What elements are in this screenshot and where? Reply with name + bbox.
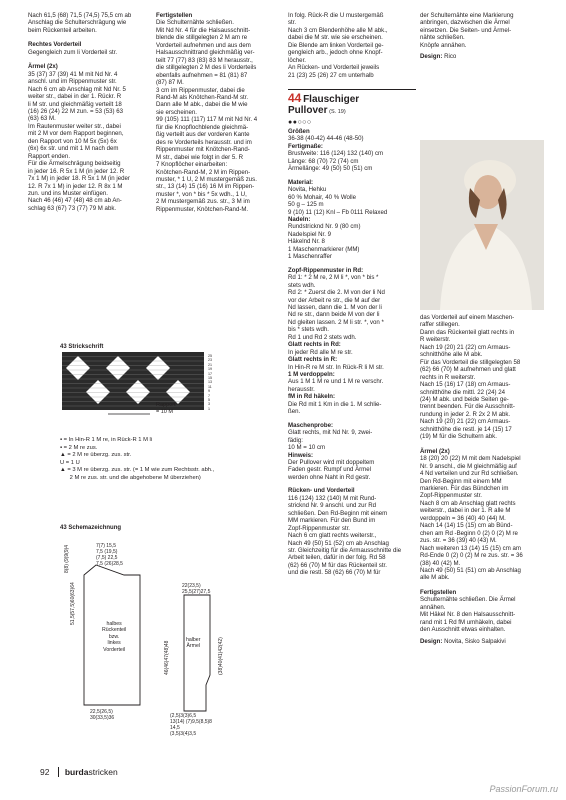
heading-sizes: Größen: [288, 127, 310, 135]
col4-finishing-text: Schulternähte schließen. Die Ärmel annähen. Mit Häkel Nr. 8 den Halsausschnitt- rand mit 1 Rd fM umhäkeln, dabei den Ausschnitt etwas einhalten.: [420, 596, 516, 634]
top-dimensions: 7(7) 15,5 7,5 (19,5) (7,5) 22,5 7,5 (26)28,5: [96, 543, 123, 567]
row-label: 21: [208, 362, 212, 367]
column-2: [156, 12, 284, 213]
needles-text: Rundstricknd Nr. 9 (80 cm) Nadelspiel Nr. 9 Häkelnd Nr. 8 1 Maschenmarkierer (MM) 1 Maschenraffer: [288, 223, 361, 261]
design-name: Rico: [444, 53, 457, 61]
heading-right-front: Rechtes Vorderteil: [28, 41, 82, 49]
col1-front-text: Gegengleich zum li Vorderteil str.: [28, 48, 118, 56]
brand-name-bold: burda: [64, 767, 89, 777]
difficulty-dots: ●●○○○: [288, 118, 312, 126]
sleeve-outline: [184, 595, 210, 711]
heading-dimensions: Fertigmaße:: [288, 142, 323, 150]
col2-finishing-text: Die Schulternähte schließen. Mit Nd Nr. 4 für die Halsausschnitt- blende die stillgelegten 2 M am re Vorderteil aufnehmen und aus dem Halsausschnittrand gleichmäßig ver- teilt 77 (77) 83 (83) 83 M herausstr., die stillgelegten 2 M des li Vorderteils ebenfalls aufnehmen = 81 (81) 87 (87) 87 M. 3 cm im Rippenmuster, dabei die Rand-M als Knötchen-Rand-M str. Dann alle M abk., dabei die M wie sie erscheinen. 99 (105) 111 (117) 117 M mit Nd Nr. 4 für die Knopflochblende gleichmä- ßig verteilt aus der vorderen Kante des re Vorderteils herausstr. und im Rippenmuster mit Knötchen-Rand- M str., dabei wie folgt in der 5. R 7 Knopflöcher einarbeiten: Knötchen-Rand-M, 2 M im Rippen- muster, * 1 U, 2 M mustergemäß zus. str., 13 (14) 15 (16) 16 M im Rippen- muster *, von * bis * 5x wdh., 1 U, 2 M mustergemäß zus. str., 3 M im Rippenmuster, Knötchen-Rand-M.: [156, 19, 258, 213]
column-4-lower: [420, 314, 544, 645]
stockinette-rows-text: In Hin-R re M str. In Rück-R li M str.: [288, 363, 384, 371]
pattern-number: 44: [288, 91, 302, 106]
col1-sleeves-text: 35 (37) 37 (39) 41 M mit Nd Nr. 4 anschl. und im Rippenmuster str. Nach 6 cm ab Anschlag mit Nd Nr. 5 weiter str., dabei in der 1. Rückr. R li M str. und gleichmäßig verteilt 18 (16) 26 (24) 22 M zun. = 53 (53) 63 (63) 63 M. Im Rautenmuster weiter str., dabei mit 2 M vor dem Rapport beginnen, den Rapport von 10 M 5x (5x) 6x (6x) 6x str. und mit 1 M nach dem Rapport enden. Für die Ärmelschrägung beidseitig in jeder 16. R 5x 1 M (in jeder 12. R 7x 1 M) in jeder 18. R 5x 1 M (in jeder 12. R 7x 1 M) in jeder 12. R 8x 1 M zun. und ins Muster einfügen. Nach 46 (46) 47 (48) 48 cm ab An- schlag 63 (67) 73 (77) 79 M abk.: [28, 70, 130, 212]
page-footer: [40, 767, 118, 777]
pattern-page-ref: (S. 19): [329, 109, 346, 116]
heading-stockinette-rows: Glatt rechts in R:: [288, 356, 338, 364]
row-label: 3: [208, 402, 210, 407]
heading-finishing-2: Fertigstellen: [420, 588, 457, 596]
cable-rib-text: Rd 1: * 2 M re, 2 M li *, von * bis * stets wdh. Rd 2: * Zuerst die 2. M von der li Nd vor der Arbeit re str., die M auf der Nd lassen, dann die 1. M von der li Nd re str., dann beide M von der li Nd gleiten lassen. 2 M li str. *, von * bis * stets wdh. Rd 1 und Rd 2 stets wdh.: [288, 274, 385, 341]
double-stitch-text: Aus 1 M 1 M re und 1 M re verschr. herausstr.: [288, 378, 384, 393]
design-label: Design:: [420, 53, 443, 61]
heading-sleeves-2: Ärmel (2x): [420, 447, 450, 455]
chart-background: [62, 352, 204, 410]
legend-item: U = 1 U: [60, 459, 80, 466]
note-text: Der Pullover wird mit doppeltem Faden gestr. Rumpf und Ärmel werden ohne Naht in Rd gestr.: [288, 459, 375, 481]
column-3: [288, 12, 416, 577]
col4-intro: der Schulternähte eine Markierung anbringen, dazwischen die Ärmel einsetzen. Die Seiten- und Ärmel- nähte schließen. Knöpfe annähen.: [420, 12, 514, 49]
back-small-dim: 8(8) (9)9(9)4: [64, 544, 70, 573]
col3-intro: In folg. Rück-R die U mustergemäß str. Nach 3 cm Blendenhöhe alle M abk., dabei die M str. wie sie erscheinen. Die Blende am linken Vorderteil ge- gengleich arb., jedoch ohne Knopf- löcher. An Rücken- und Vorderteil jeweils 21 (23) 25 (26) 27 cm unterhalb: [288, 12, 388, 79]
row-label: 17: [208, 371, 212, 376]
sleeve-height-dim-2: (38)40(41)42(42): [218, 637, 224, 675]
row-label: 15: [208, 376, 212, 381]
material-text: Novita, Hehku 60 % Mohair, 40 % Wolle 50 g – 125 m 9 (10) 11 (12) Knl – Fb 0111 Relaxed: [288, 186, 388, 216]
sizes-text: 36-38 (40-42) 44-46 (48-50): [288, 135, 364, 143]
col4-sleeves-text: 18 (20) 20 (22) M mit dem Nadelspiel Nr. 9 anschl., die M gleichmäßig auf 4 Nd verteilen und zur Rd schließen. Den Rd-Beginn mit einem MM markieren. Für das Bündchen im Zopf-Rippenmuster str. Nach 8 cm ab Anschlag glatt rechts weiterstr., dabei in der 1. R alle M verdoppeln = 36 (40) 40 (44) M. Nach 14 (14) 15 (15) cm ab Bünd- chen am Rd -Beginn 0 (2) 0 (2) M re zus. str. = 36 (39) 40 (43) M. Nach weiteren 13 (14) 15 (15) cm am Rd-Ende 0 (2) 0 (2) M re zus. str. = 36 (38) 40 (42) M. Nach 49 (50) 51 (51) cm ab Anschlag alle M abk.: [420, 455, 523, 582]
col4-body: das Vorderteil auf einem Maschen- raffer stillegen. Dann das Rückenteil glatt rechts in R weiterstr. Nach 19 (20) 21 (22) cm Armaus- schnitthöhe alle M abk. Für das Vorderteil die stillgelegten 58 (62) 66 (70) M aufnehmen und glatt rechts in R weiterstr. Nach 15 (16) 17 (18) cm Armaus- schnitthöhe die mittl. 22 (24) 24 (24) M abk. und beide Seiten ge- trennt beenden. Für die Ausschnitt- rundung in jeder 2. R 2x 2 M abk. Nach 19 (20) 21 (22) cm Armaus- schnitthöhe die restl. je 14 (15) 17 (19) M für die Schultern abk.: [420, 314, 521, 441]
chart-row-labels: [208, 354, 218, 411]
col1-intro: Nach 61,5 (68) 71,5 (74,5) 75,5 cm ab Anschlag die Schulterschrägung wie beim Rückenteil arbeiten.: [28, 12, 132, 34]
back-front-text: 116 (124) 132 (140) M mit Rund- stricknd Nr. 9 anschl. und zur Rd schließen. Den Rd-Beginn mit einem MM markieren. Für den Bund im Zopf-Rippenmuster str. Nach 6 cm glatt rechts weiterstr., Nach 49 (50) 51 (52) cm ab Anschlag str. Gleichzeitig für die Armausschnitte die Arbeit teilen, dafür in der folg. Rd 58 (62) 66 (70) M für das Rückenteil str. und die restl. 58 (62) 66 (70) M für: [288, 494, 402, 577]
column-1: [28, 12, 154, 212]
heading-stockinette-rounds: Glatt rechts in Rd:: [288, 341, 341, 349]
row-label: 23: [208, 358, 212, 363]
brand-name: stricken: [88, 767, 118, 777]
chart-title: 43 Strickschrift: [60, 344, 104, 350]
design2-label: Design:: [420, 637, 443, 645]
legend-item: ▪ = 2 M re zus.: [60, 444, 98, 451]
sleeve-height-dim: 46(46)47(48)48: [164, 640, 170, 675]
pattern-title: Flauschiger: [303, 94, 360, 106]
watermark: PassionForum.ru: [489, 784, 558, 794]
sleeve-top-dims: 22(23,5) 25,5(27)27,5: [182, 583, 211, 595]
row-label: 25: [208, 354, 212, 358]
chart-legend: [60, 437, 290, 483]
rapport-label: Rapport = 10 M: [156, 402, 176, 415]
legend-item: ▲ = 3 M re überzg. zus. str. (= 1 M wie zum Rechtsstr. abh.,: [60, 467, 215, 474]
sleeve-label: halber Ärmel: [186, 637, 201, 650]
dimensions-text: Brustweite: 116 (124) 132 (140) cm Länge: 68 (70) 72 (74) cm Ärmellänge: 49 (50) 50 (51) cm: [288, 150, 384, 173]
crochet-text: Die Rd mit 1 Km in die 1. M schlie- ßen.: [288, 400, 382, 416]
gauge-text: Glatt rechts, mit Nd Nr. 9, zwei- fädig: 10 M = 10 cm: [288, 429, 373, 452]
heading-double-stitch: 1 M verdoppeln:: [288, 371, 335, 379]
row-label: 9: [208, 389, 210, 394]
heading-finishing: Fertigstellen: [156, 12, 193, 19]
sleeve-bottom-dims: (2,5)3(3)6,5 13(14) (7)9,5(8,5)8 14,5 (3,5)3(4)3,5: [170, 713, 212, 737]
heading-sleeves: Ärmel (2x): [28, 63, 58, 71]
page-number: 92: [40, 767, 50, 777]
row-label: 13: [208, 380, 212, 385]
column-4: [420, 12, 544, 61]
knitting-chart-grid: [60, 350, 250, 438]
heading-back-front: Rücken- und Vorderteil: [288, 487, 355, 495]
heading-note: Hinweis:: [288, 451, 314, 459]
schematic: [60, 525, 290, 765]
pattern-title-2: Pullover: [288, 105, 328, 117]
row-label: 11: [208, 384, 212, 389]
bottom-left-dims: 22,5(26,5) 30(33,5)36: [90, 709, 115, 721]
knitting-chart: [60, 344, 250, 444]
row-label: 5: [208, 398, 210, 403]
design2-name: Novita, Sisko Salpakivi: [444, 637, 506, 645]
row-label: 19: [208, 367, 212, 372]
legend-item: ▪ = In Hin-R 1 M re, in Rück-R 1 M li: [60, 437, 153, 443]
model-photo-illustration: [420, 140, 544, 310]
heading-crochet: fM in Rd häkeln:: [288, 393, 336, 401]
heading-gauge: Maschenprobe:: [288, 421, 334, 429]
legend-item: ▲ = 2 M re überzg. zus. str.: [60, 452, 132, 459]
model-photo: [420, 140, 544, 310]
stockinette-rounds-text: In jeder Rd alle M re str.: [288, 348, 353, 356]
heading-cable-rib: Zopf-Rippenmuster in Rd:: [288, 266, 364, 274]
legend-item: 2 M re zus. str. und die abgehobene M überziehen): [60, 474, 201, 481]
heading-needles: Nadeln:: [288, 215, 311, 223]
heading-material: Material:: [288, 178, 314, 186]
schematic-title: 43 Schemazeichnung: [60, 525, 122, 531]
back-panel-label: halbes Rückenteil bzw. linkes Vorderteil: [102, 621, 127, 653]
row-label: 7: [208, 393, 210, 398]
row-label: 1: [208, 406, 210, 411]
back-height-dim: 51,5(57,5)60(63)64: [70, 582, 76, 625]
